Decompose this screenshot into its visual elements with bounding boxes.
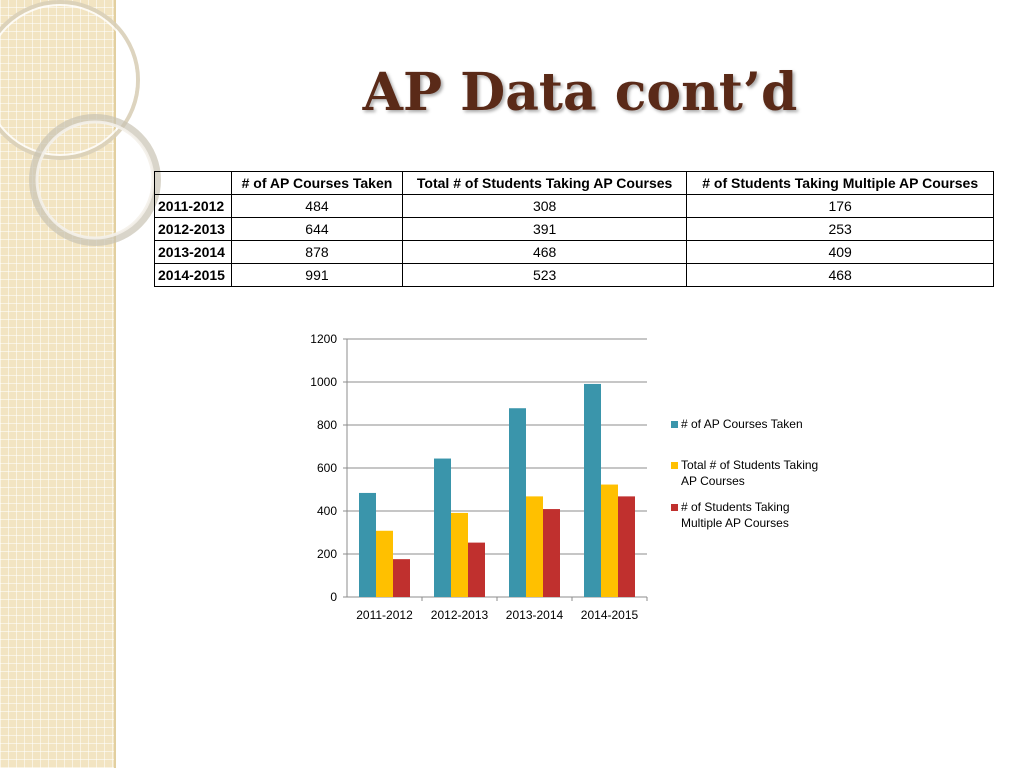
bar	[359, 493, 376, 597]
x-tick-label: 2011-2012	[356, 608, 413, 622]
bar	[451, 513, 468, 597]
bar	[468, 543, 485, 597]
bar	[543, 509, 560, 597]
legend-label: AP Courses	[681, 474, 745, 488]
y-tick-label: 0	[330, 590, 337, 604]
legend-swatch	[671, 462, 678, 469]
table-header-row	[155, 172, 994, 195]
y-tick-label: 400	[316, 504, 337, 518]
table-cell: 468	[687, 264, 994, 287]
legend-label: # of AP Courses Taken	[681, 417, 803, 431]
table-cell: 878	[232, 241, 403, 264]
table-cell: 468	[402, 241, 686, 264]
table-row	[155, 241, 994, 264]
bar	[526, 496, 543, 597]
bar	[434, 459, 451, 597]
table-cell: 2012-2013	[155, 218, 232, 241]
ap-data-table	[154, 171, 994, 287]
decorative-rings	[0, 0, 180, 300]
table-header-cell: # of Students Taking Multiple AP Courses	[687, 172, 994, 195]
ap-bar-chart	[290, 325, 860, 635]
table-header-cell: Total # of Students Taking AP Courses	[402, 172, 686, 195]
legend-swatch	[671, 421, 678, 428]
table-cell: 484	[232, 195, 403, 218]
x-tick-label: 2013-2014	[505, 608, 564, 622]
y-tick-label: 1000	[310, 375, 337, 389]
bar	[509, 408, 526, 597]
x-tick-label: 2014-2015	[580, 608, 639, 622]
table-cell: 644	[232, 218, 403, 241]
table-cell: 391	[402, 218, 686, 241]
slide-title: AP Data cont’d	[362, 62, 798, 123]
table-row	[155, 218, 994, 241]
table-cell: 308	[402, 195, 686, 218]
y-tick-label: 600	[316, 461, 337, 475]
y-tick-label: 1200	[310, 332, 337, 346]
bar	[376, 531, 393, 597]
x-tick-label: 2012-2013	[430, 608, 489, 622]
table-cell: 409	[687, 241, 994, 264]
table-row	[155, 264, 994, 287]
table-cell: 253	[687, 218, 994, 241]
bar	[618, 496, 635, 597]
legend-swatch	[671, 504, 678, 511]
legend-label: Total # of Students Taking	[681, 458, 819, 472]
bar	[393, 559, 410, 597]
table-cell: 991	[232, 264, 403, 287]
bar	[584, 384, 601, 597]
bar	[601, 485, 618, 597]
table-cell: 2014-2015	[155, 264, 232, 287]
legend-label: Multiple AP Courses	[681, 516, 789, 530]
table-cell: 2013-2014	[155, 241, 232, 264]
table-header-cell: # of AP Courses Taken	[232, 172, 403, 195]
table-header-cell	[155, 172, 232, 195]
table-cell: 2011-2012	[155, 195, 232, 218]
table-cell: 523	[402, 264, 686, 287]
table-cell: 176	[687, 195, 994, 218]
table-row	[155, 195, 994, 218]
y-tick-label: 800	[316, 418, 337, 432]
legend-label: # of Students Taking	[681, 500, 790, 514]
y-tick-label: 200	[316, 547, 337, 561]
